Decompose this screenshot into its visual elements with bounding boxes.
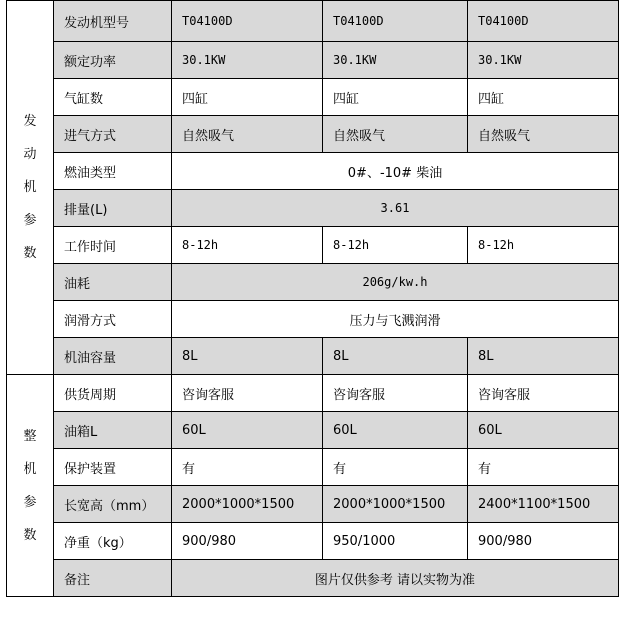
cell-value: 950/1000 bbox=[323, 523, 468, 560]
cell-value: 2400*1100*1500 bbox=[468, 486, 619, 523]
cell-value: 咨询客服 bbox=[172, 375, 323, 412]
row-label: 油箱L bbox=[54, 412, 172, 449]
row-label: 燃油类型 bbox=[54, 153, 172, 190]
merged-value: 0#、-10# 柴油 bbox=[172, 153, 619, 190]
row-label: 发动机型号 bbox=[54, 1, 172, 42]
merged-value: 图片仅供参考 请以实物为准 bbox=[172, 560, 619, 597]
row-label: 机油容量 bbox=[54, 338, 172, 375]
cell-value: T04100D bbox=[172, 1, 323, 42]
table-row bbox=[7, 264, 619, 301]
row-label: 保护装置 bbox=[54, 449, 172, 486]
cell-value: 四缸 bbox=[323, 79, 468, 116]
cell-value: 有 bbox=[172, 449, 323, 486]
row-label: 工作时间 bbox=[54, 227, 172, 264]
table-row bbox=[7, 42, 619, 79]
cell-value: 2000*1000*1500 bbox=[323, 486, 468, 523]
table-row bbox=[7, 190, 619, 227]
row-label: 供货周期 bbox=[54, 375, 172, 412]
cell-value: 60L bbox=[468, 412, 619, 449]
cell-value: 30.1KW bbox=[323, 42, 468, 79]
table-row bbox=[7, 79, 619, 116]
cell-value: 自然吸气 bbox=[172, 116, 323, 153]
table-row bbox=[7, 486, 619, 523]
table-row bbox=[7, 301, 619, 338]
cell-value: 900/980 bbox=[172, 523, 323, 560]
table-row bbox=[7, 412, 619, 449]
row-label: 气缸数 bbox=[54, 79, 172, 116]
cell-value: 8L bbox=[468, 338, 619, 375]
spec-table bbox=[6, 0, 619, 597]
cell-value: 900/980 bbox=[468, 523, 619, 560]
row-label: 长宽高（mm） bbox=[54, 486, 172, 523]
cell-value: 8-12h bbox=[172, 227, 323, 264]
cell-value: 自然吸气 bbox=[323, 116, 468, 153]
cell-value: 8-12h bbox=[323, 227, 468, 264]
table-row bbox=[7, 560, 619, 597]
cell-value: 30.1KW bbox=[172, 42, 323, 79]
table-row bbox=[7, 375, 619, 412]
merged-value: 206g/kw.h bbox=[172, 264, 619, 301]
cell-value: 60L bbox=[323, 412, 468, 449]
table-row bbox=[7, 449, 619, 486]
table-row bbox=[7, 116, 619, 153]
group-label-engine: 发动机参数 bbox=[7, 1, 54, 375]
row-label: 排量(L) bbox=[54, 190, 172, 227]
merged-value: 3.61 bbox=[172, 190, 619, 227]
row-label: 净重（kg） bbox=[54, 523, 172, 560]
table-row bbox=[7, 523, 619, 560]
row-label: 额定功率 bbox=[54, 42, 172, 79]
cell-value: 咨询客服 bbox=[468, 375, 619, 412]
table-row bbox=[7, 227, 619, 264]
cell-value: 8L bbox=[323, 338, 468, 375]
cell-value: 2000*1000*1500 bbox=[172, 486, 323, 523]
cell-value: 四缸 bbox=[468, 79, 619, 116]
cell-value: T04100D bbox=[468, 1, 619, 42]
cell-value: 有 bbox=[468, 449, 619, 486]
cell-value: 四缸 bbox=[172, 79, 323, 116]
cell-value: 咨询客服 bbox=[323, 375, 468, 412]
cell-value: 自然吸气 bbox=[468, 116, 619, 153]
row-label: 润滑方式 bbox=[54, 301, 172, 338]
cell-value: 8-12h bbox=[468, 227, 619, 264]
cell-value: T04100D bbox=[323, 1, 468, 42]
merged-value: 压力与飞溅润滑 bbox=[172, 301, 619, 338]
row-label: 进气方式 bbox=[54, 116, 172, 153]
row-label: 备注 bbox=[54, 560, 172, 597]
row-label: 油耗 bbox=[54, 264, 172, 301]
cell-value: 有 bbox=[323, 449, 468, 486]
cell-value: 8L bbox=[172, 338, 323, 375]
cell-value: 60L bbox=[172, 412, 323, 449]
cell-value: 30.1KW bbox=[468, 42, 619, 79]
table-row bbox=[7, 1, 619, 42]
table-row bbox=[7, 338, 619, 375]
table-row bbox=[7, 153, 619, 190]
group-label-vehicle: 整机参数 bbox=[7, 375, 54, 597]
